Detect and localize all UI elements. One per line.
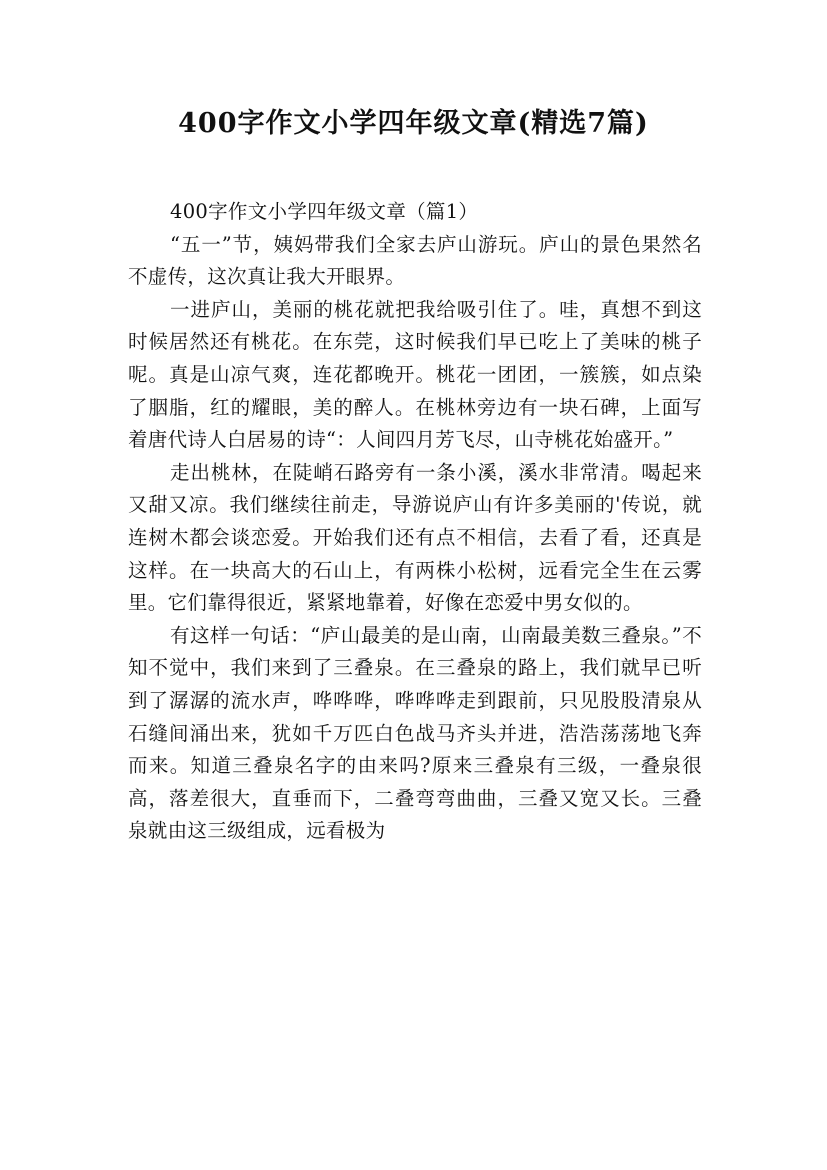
paragraph-1: “五一”节，姨妈带我们全家去庐山游玩。庐山的景色果然名不虚传，这次真让我大开眼界。 — [128, 232, 702, 289]
document-title: 400字作文小学四年级文章(精选7篇) — [178, 108, 649, 139]
paragraph-4: 有这样一句话：“庐山最美的是山南，山南最美数三叠泉。”不知不觉中，我们来到了三叠泉。在三叠泉的路上，我们就早已听到了潺潺的流水声，哗哗哗，哗哗哗走到跟前，只见股股清泉从石缝间涌出来，犹如千万匹白色战马齐头并进，浩浩荡荡地飞奔而来。知道三叠泉名字的由来吗?原来三叠泉有三级，一叠泉很高，落差很大，直垂而下，二叠弯弯曲曲，三叠又宽又长。三叠泉就由这三级组成，远看极为 — [128, 623, 702, 843]
paragraph-2: 一进庐山，美丽的桃花就把我给吸引住了。哇，真想不到这时候居然还有桃花。在东莞，这时候我们早已吃上了美味的桃子呢。真是山凉气爽，连花都晚开。桃花一团团，一簇簇，如点染了胭脂，红的耀眼，美的醉人。在桃林旁边有一块石碑，上面写着唐代诗人白居易的诗“：人间四月芳飞尽，山寺桃花始盛开。” — [128, 297, 702, 452]
paragraph-3: 走出桃林，在陡峭石路旁有一条小溪，溪水非常清。喝起来又甜又凉。我们继续往前走，导游说庐山有许多美丽的'传说，就连树木都会谈恋爱。开始我们还有点不相信，去看了看，还真是这样。在一块高大的石山上，有两株小松树，远看完全生在云雾里。它们靠得很近，紧紧地靠着，好像在恋爱中男女似的。 — [128, 460, 702, 615]
document-body — [128, 196, 702, 848]
section-heading: 400字作文小学四年级文章（篇1） — [170, 200, 479, 223]
